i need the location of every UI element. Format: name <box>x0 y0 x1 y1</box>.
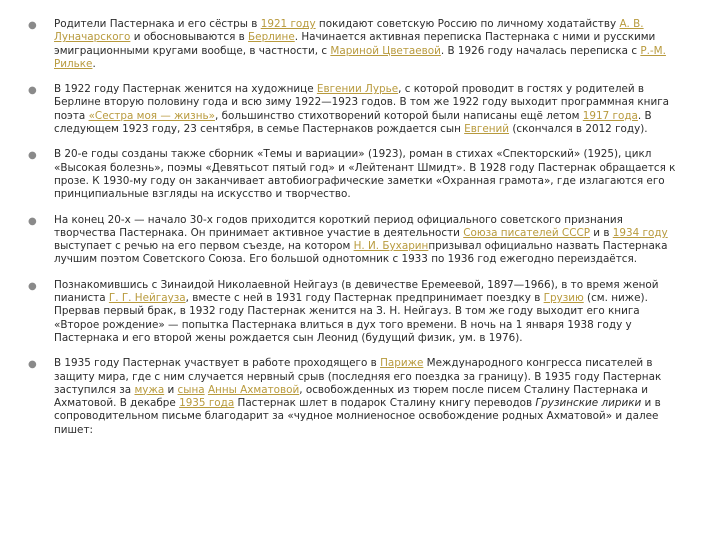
text-run: покидают советскую Россию по личному ходатайству <box>315 18 620 30</box>
bullet-icon: ● <box>28 150 37 162</box>
bullet-item-5 <box>28 279 678 345</box>
text-run: В 20-е годы созданы также сборник «Темы и вариации» (1923), роман в стихах «Спекторский» (1925), цикл «Высокая болезнь», поэмы «Девятьсот пятый год» и «Лейтенант Шмидт». В 1928 году Пастернак обращается к прозе. К 1930-му году он заканчивает автобиографические заметки «Охранная грамота», где излагаются его принципиальные взгляды на искусство и творчество. <box>54 148 676 201</box>
text-run: Познакомившись с Зинаидой Николаевной Нейгауз (в девичестве Еремеевой, 1897—1966), в то время женой пианиста <box>54 278 659 305</box>
text-run: , вместе с ней в 1931 году Пастернак предпринимает поездку в <box>185 292 544 305</box>
inline-link[interactable]: 1935 года <box>179 397 235 410</box>
inline-link[interactable]: 1934 году <box>612 226 668 239</box>
bullet-item-1 <box>28 18 678 71</box>
text-run: выступает с речью на его первом съезде, на котором <box>54 240 354 253</box>
inline-link[interactable]: Евгении Лурье <box>316 83 399 96</box>
inline-link[interactable]: Р.-М. Рильке <box>54 44 666 70</box>
paragraph-2 <box>54 83 678 136</box>
inline-link[interactable]: Париже <box>380 357 424 370</box>
bullet-item-3 <box>28 148 678 201</box>
bullet-item-2 <box>28 83 678 136</box>
text-run: призывал официально назвать Пастернака лучшим поэтом Советского Союза. Его большой однотомник с 1933 по 1936 год ежегодно переиздаётся. <box>54 240 668 266</box>
text-run: . В следующем 1923 году, 23 сентября, в семье Пастернаков рождается сын <box>54 109 652 136</box>
bullet-icon: ● <box>28 85 37 97</box>
paragraph-3 <box>54 148 678 201</box>
paragraph-1 <box>54 18 678 71</box>
text-run: и обосновываются в <box>130 31 249 44</box>
inline-link[interactable]: «Сестра моя — жизнь» <box>88 109 215 122</box>
inline-link[interactable]: Мариной Цветаевой <box>330 44 441 57</box>
text-run: . <box>92 57 96 70</box>
text-run: и в сопроводительном письме благодарит за «чудное молниеносное освобождение родных Ахматовой» и далее пишет: <box>54 397 661 436</box>
inline-link[interactable]: сына <box>177 383 205 396</box>
inline-link[interactable]: А. В. Луначарского <box>54 18 644 44</box>
text-run: На конец 20-х — начало 30-х годов приходится короткий период официального советского признания творчества Пастернака. Он принимает активное участие в деятельности <box>54 213 623 239</box>
text-run: Международного конгресса писателей в защиту мира, где с ним случается нервный срыв (последняя его поездка за границу). В 1935 году Пастернак заступился за <box>54 357 662 396</box>
bullet-icon: ● <box>28 280 37 292</box>
bullet-item-6 <box>28 357 678 437</box>
text-run: и <box>164 383 178 396</box>
inline-link[interactable]: 1917 года <box>582 109 638 122</box>
paragraph-5 <box>54 279 678 345</box>
bullet-icon: ● <box>28 359 37 371</box>
text-run: (см. ниже). Прервав первый брак, в 1932 году Пастернак женится на З. Н. Нейгауз. В том же году выходит его книга «Второе рождение» — попытка Пастернака влиться в дух того времени. В ночь на 1 января 1938 году у Пастернака и его второй жены рождается сын Леонид (будущий физик, ум. в 1976). <box>54 292 648 344</box>
text-run: , освобожденных из тюрем после писем Сталину Пастернака и Ахматовой. В декабре <box>54 383 648 410</box>
text-run: Родители Пастернака и его сёстры в <box>54 18 261 30</box>
inline-link[interactable]: Грузию <box>543 292 584 305</box>
paragraph-4 <box>54 214 678 267</box>
italic-text: Грузинские лирики <box>535 397 642 410</box>
inline-link[interactable]: Союза писателей СССР <box>463 226 590 239</box>
text-run: . В 1926 году началась переписка с <box>440 44 641 57</box>
inline-link[interactable]: Г. Г. Нейгауза <box>108 292 186 305</box>
text-run: и в <box>589 226 613 239</box>
paragraph-6 <box>54 357 678 437</box>
inline-link[interactable]: Берлине <box>248 31 295 44</box>
text-run: В 1922 году Пастернак женится на художнице <box>54 83 317 96</box>
bullet-icon: ● <box>28 20 37 31</box>
bullet-item-4 <box>28 214 678 267</box>
inline-link[interactable]: Анны Ахматовой <box>207 383 300 396</box>
bullet-icon: ● <box>28 215 37 227</box>
text-run: , большинство стихотворений которой были написаны ещё летом <box>214 109 583 122</box>
text-run: , с которой проводит в гостях у родителей в Берлине вторую половину года и всю зиму 1922—1923 годов. В том же 1922 году выходит программная книга поэта <box>54 83 670 122</box>
text-run: В 1935 году Пастернак участвует в работе проходящего в <box>54 357 381 370</box>
inline-link[interactable]: 1921 году <box>260 18 316 30</box>
inline-link[interactable]: Н. И. Бухарин <box>353 240 429 253</box>
inline-link[interactable]: мужа <box>134 383 165 396</box>
text-run: (скончался в 2012 году). <box>509 123 648 136</box>
text-run: Пастернак шлет в подарок Сталину книгу переводов <box>234 397 536 410</box>
text-run: . Начинается активная переписка Пастернака с ними и русскими эмиграционными кругами вообще, в частности, с <box>54 31 656 57</box>
inline-link[interactable]: Евгений <box>464 123 510 136</box>
